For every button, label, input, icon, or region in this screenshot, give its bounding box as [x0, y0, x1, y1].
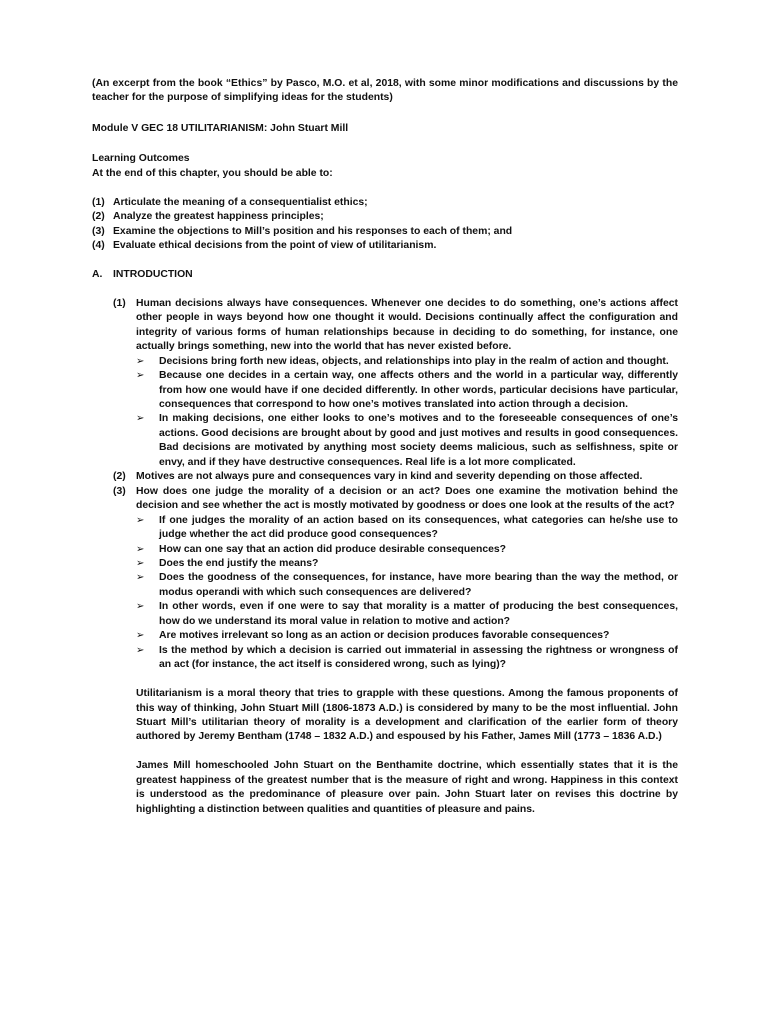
bullet-item: ➢ If one judges the morality of an action based on its consequences, what categories can he/she use to judge whether the act did produce good consequences?: [136, 514, 678, 543]
bullet-item: ➢ How can one say that an action did produce desirable consequences?: [136, 543, 678, 557]
header-note: (An excerpt from the book “Ethics” by Pasco, M.O. et al, 2018, with some minor modifications and discussions by the teacher for the purpose of simplifying ideas for the students): [92, 78, 678, 104]
list-item: (2) Motives are not always pure and consequences vary in kind and severity depending on those affected.: [113, 471, 643, 483]
learning-outcomes-list: [92, 196, 678, 254]
bullet-item: ➢ Are motives irrelevant so long as an action or decision produces favorable consequences?: [136, 629, 678, 643]
list-item: (2) Analyze the greatest happiness principles;: [92, 211, 324, 223]
bullet-item: ➢ Because one decides in a certain way, one affects others and the world in a particular way, differently from how one would have if one decided differently. In other words, particular decisions have particular, consequences that correspond to how one’s motives translated into action through a decision.: [136, 369, 678, 412]
bullet-item: ➢ In other words, even if one were to say that morality is a matter of producing the best consequences, how do we understand its moral value in relation to motive and action?: [136, 600, 678, 629]
arrow-bullet-icon: ➢: [136, 601, 145, 613]
bullet-item: ➢ In making decisions, one either looks to one’s motives and to the foreseeable consequences of one’s actions. Good decisions are brought about by good and just motives and results in good consequences. Bad decisions are motivated by anything most society deems malicious, such as selfishness, spite or envy, and if they have destructive consequences. Real life is a lot more complicated.: [136, 412, 678, 470]
arrow-bullet-icon: ➢: [136, 413, 145, 425]
learning-outcomes-heading: Learning Outcomes: [92, 153, 190, 165]
bullet-item: ➢ Is the method by which a decision is carried out immaterial in assessing the rightness or wrongness of an act (for instance, the act itself is considered wrong, such as lying)?: [136, 644, 678, 673]
arrow-bullet-icon: ➢: [136, 644, 145, 656]
arrow-bullet-icon: ➢: [136, 572, 145, 584]
body-paragraph: Utilitarianism is a moral theory that tries to grapple with these questions. Among the famous proponents of this way of thinking, John Stuart Mill (1806-1873 A.D.) is considered by many to be the most influential. John Stuart Mill’s utilitarian theory of morality is a development and clarification of the earlier form of theory authored by Jeremy Bentham (1748 – 1832 A.D.) and espoused by his Father, James Mill (1773 – 1836 A.D.): [136, 688, 678, 743]
document-page: [92, 77, 678, 817]
bullet-item: ➢ Does the goodness of the consequences, for instance, have more bearing than the way the method, or modus operandi with which such consequences are delivered?: [136, 571, 678, 600]
section-a-heading: A. INTRODUCTION: [92, 268, 193, 280]
list-item: (3) Examine the objections to Mill’s position and his responses to each of them; and: [92, 225, 513, 237]
arrow-bullet-icon: ➢: [136, 355, 145, 367]
list-item: (1) Articulate the meaning of a consequentialist ethics;: [92, 196, 368, 208]
bullet-item: ➢ Decisions bring forth new ideas, objects, and relationships into play in the realm of action and thought.: [136, 355, 678, 369]
learning-outcomes-intro: At the end of this chapter, you should be able to:: [92, 167, 333, 179]
arrow-bullet-icon: ➢: [136, 558, 145, 569]
list-item: (1) Human decisions always have consequences. Whenever one decides to do something, one’s actions affect other people in ways beyond how one thought it would. Decisions continually affect the configuration and integrity of various forms of human relationships because in deciding to do something, for instance, one actually brings something, new into the world that has never existed before. ➢ Decisions bring forth new ideas, objects, and relationships into play in the realm of action and thought. ➢ Because one decides in a certain way, one affects others and the world in a particular way, differently from how one would have if one decided differently. In other words, particular decisions have particular, consequences that correspond to how one’s motives translated into action through a decision. ➢ In making decisions, one either looks to one’s motives and to the foreseeable consequences of one’s actions. Good decisions are brought about by good and just motives and results in good consequences. Bad decisions are motivated by anything most society deems malicious, such as selfishness, spite or envy, and if they have destructive consequences. Real life is a lot more complicated.: [113, 297, 678, 470]
section-a-body: [92, 297, 678, 817]
body-paragraph: James Mill homeschooled John Stuart on the Benthamite doctrine, which essentially states that it is the greatest happiness of the greatest number that is the measure of right and wrong. Happiness in this context is understood as the predominance of pleasure over pain. John Stuart later on revises this doctrine by highlighting a distinction between qualities and quantities of pleasure and pains.: [136, 760, 678, 815]
module-title: Module V GEC 18 UTILITARIANISM: John Stuart Mill: [92, 122, 349, 134]
arrow-bullet-icon: ➢: [136, 630, 145, 642]
arrow-bullet-icon: ➢: [136, 514, 145, 526]
arrow-bullet-icon: ➢: [136, 543, 145, 555]
list-item: (3) How does one judge the morality of a decision or an act? Does one examine the motivation behind the decision and see whether the act is mostly motivated by goodness or does one look at the results of the act? ➢ If one judges the morality of an action based on its consequences, what categories can he/she use to judge whether the act did produce good consequences? ➢ How can one say that an action did produce desirable consequences? ➢ Does the end justify the means? ➢ Does the goodness of the consequences, for instance, have more bearing than the way the method, or modus operandi with which such consequences are delivered? ➢ In other words, even if one were to say that morality is a matter of producing the best consequences, how do we understand its moral value in relation to motive and action? ➢ Are motives irrelevant so long as an action or decision produces favorable consequences? ➢ Is the method by which a decision is carried out immaterial in assessing the rightness or wrongness of an act (for instance, the act itself is considered wrong, such as lying)?: [113, 485, 678, 673]
list-item: (4) Evaluate ethical decisions from the point of view of utilitarianism.: [92, 240, 437, 252]
bullet-item: ➢ Does the end justify the means?: [136, 557, 678, 571]
arrow-bullet-icon: ➢: [136, 370, 145, 382]
